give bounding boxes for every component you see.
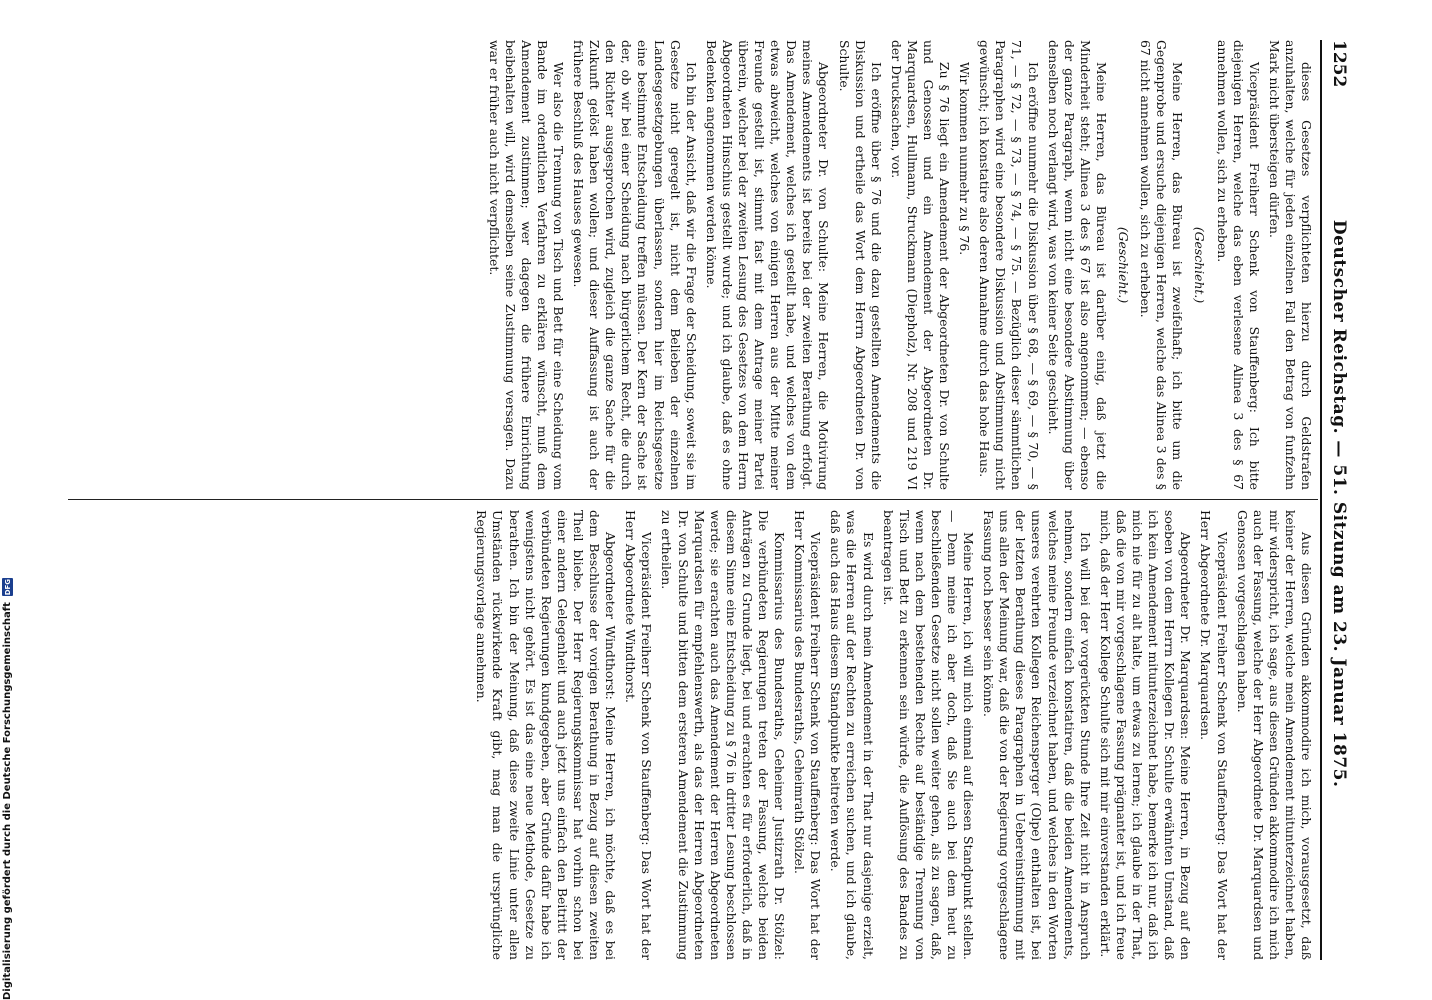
paragraph: (Geschieht.) xyxy=(1192,226,1208,304)
right-column xyxy=(74,510,1314,960)
paragraph: Abgeordneter Windthorst: Meine Herren, ich möchte, daß es bei dem Beschlusse der vorigen Berathung in Bezug auf diesen zweiten Theil bliebe. Der Herr Regierungskommissar hat vorhin schon bei einer andern Gelegenheit und auch jetzt uns einfach den Beitritt der verbündeten Regierungen kundgegeben, aber Gründe dafür habe ich wenigstens nicht gehört. Es ist das eine neue Methode, Gesetze zu berathen. Ich bin der Meinung, daß diese zweite Linie unter allen Umständen rückwirkende Kraft gibt, mag man die ursprüngliche Regierungsvorlage annehmen. xyxy=(474,510,619,960)
paragraph: Aus diesen Gründen akkommodire ich mich, vorausgesetzt, daß keiner der Herren, welche mein Amendement mitunterzeichnet haben, mir widerspricht, ich sage, aus diesen Gründen akkommodire ich mich auch der Fassung, welche der Herr Abgeordnete Dr. Marquardsen und Genossen vorgeschlagen haben. xyxy=(1234,510,1314,960)
paragraph: Meine Herren, das Büreau ist darüber einig, daß jetzt die Minderheit steht; Alinea 3 des § 67 ist also angenommen; — ebenso der ganze Paragraph, wenn nicht eine besondere Abstimmung über denselben noch verlangt wird, was von keiner Seite geschieht. xyxy=(1045,40,1109,490)
paragraph: Meine Herren, ich will mich einmal auf diesen Standpunkt stellen. — Denn meine ich aber doch, daß Sie auch bei dem heut zu beschließenden Gesetze nicht sollen weiter gehen, als zu sagen, daß, wenn nach dem bestehenden Rechte auf beständige Trennung von Tisch und Bett zu erkennen sein würde, die Auflösung des Bandes zu beantragen ist. xyxy=(880,510,977,960)
paragraph: Vicepräsident Freiherr Schenk von Stauffenberg: Ich bitte diejenigen Herren, welche das eben verlesene Alinea 3 des § 67 annehmen wollen, sich zu erheben. xyxy=(1214,40,1262,490)
paragraph: Vicepräsident Freiherr Schenk von Stauffenberg: Das Wort hat der Herr Abgeordnete Dr. Marquardsen. xyxy=(1198,510,1230,960)
page-header xyxy=(1320,40,1356,960)
paragraph: Ich will bei der vorgerückten Stunde Ihre Zeit nicht in Anspruch nehmen, sondern einfach konstatiren, daß die beiden Amendements, welches meine Freunde verzeichnet haben, und welches in den Worten unseres verehrten Kollegen Reichensperger (Olpe) enthalten ist, bei der letzten Berathung dieses Paragraphen in Uebereinstimmung mit uns allen der Meinung war, daß die von der Regierung vorgeschlagene Fassung noch besser sein könne. xyxy=(981,510,1093,960)
paragraph: Abgeordneter Dr. Marquardsen: Meine Herren, in Bezug auf den soeben von dem Herrn Kollegen Dr. Schulte erwähnten Umstand, daß ich kein Amendement mitunterzeichnet habe, bemerke ich nur, daß ich mich nie für zu alt halte, um etwas zu lernen; ich glaube in der That, daß die von mir vorgeschlagene Fassung prägnanter ist, und ich freue mich, daß der Herr Kollege Schulte sich mit mir einverstanden erklärt. xyxy=(1097,510,1194,960)
paragraph: Ich eröffne über § 76 und die dazu gestellten Amendements die Diskussion und ertheile das Wort dem Herrn Abgeordneten Dr. von Schulte. xyxy=(836,40,884,490)
paragraph: Abgeordneter Dr. von Schulte: Meine Herren, die Motivirung meines Amendements ist bereits bei der zweiten Berathung erfolgt. Das Amendement, welches ich gestellt habe, und welches von dem etwas abweicht, welches von einigen Herren aus der Mitte meiner Freunde gestellt ist, stimmt fast mit dem Antrage meiner Partei überein, welcher bei der zweiten Lesung des Gesetzes von dem Herrn Abgeordneten Hinschius gestellt wurde; und ich glaube, daß es ohne Bedenken angenommen werden könne. xyxy=(703,40,832,490)
paragraph: Vicepräsident Freiherr Schenk von Stauffenberg: Das Wort hat der Herr Abgeordnete Windthorst. xyxy=(623,510,655,960)
left-column xyxy=(74,40,1314,490)
paragraph: Wer also die Trennung von Tisch und Bett für eine Scheidung vom Bande im ordentlichen Verfahren zu erklären wünscht, muß dem Amendement zustimmen; wer dagegen die frühere Einrichtung beibehalten will, wird demselben seine Zustimmung versagen. Dazu war er früher auch nicht verpflichtet. xyxy=(486,40,566,490)
paragraph: Zu § 76 liegt ein Amendement der Abgeordneten Dr. von Schulte und Genossen und ein Amendement der Abgeordneten Dr. Marquardsen, Hullmann, Struckmann (Diepholz), Nr. 208 und 219 VI der Drucksachen, vor. xyxy=(888,40,953,490)
paragraph: Wir kommen nunmehr zu § 76. xyxy=(957,62,973,256)
paragraph: Es wird durch mein Amendement in der That nur dasjenige erzielt, was die Herren auf der Rechten zu erreichen suchen, und ich glaube, daß auch das Haus diesem Standpunkte beitreten werde. xyxy=(828,510,876,960)
paragraph: Kommissarius des Bundesraths, Geheimer Justizrath Dr. Stölzel: Die verbündeten Regierungen treten der Fassung, welche beiden Anträgen zu Grunde liegt, bei und erachten es für erforderlich, daß in diesem Sinne eine Entscheidung zu § 76 in dritter Lesung beschlossen werde; sie erachten auch das Amendement der Herren Abgeordneten Marquardsen für empfehlenswerth, als das der Herren Abgeordneten Dr. von Schulte und bitten dem ersteren Amendement die Zustimmung zu ertheilen. xyxy=(659,510,788,960)
paragraph: dieses Gesetzes verpflichteten hierzu durch Geldstrafen anzuhalten, welche für jeden einzelnen Fall den Betrag von funfzehn Mark nicht übersteigen dürfen. xyxy=(1266,40,1314,490)
column-divider xyxy=(68,499,1318,500)
page-title: Deutscher Reichstag. — 51. Sitzung am 23. Januar 1875. xyxy=(1329,219,1349,788)
paragraph: Ich eröffne nunmehr die Diskussion über § 68, — § 69, — § 70, — § 71, — § 72, — § 73, — § 74, — § 75. — Bezüglich dieser sämmtlichen Paragraphen wird eine besondere Diskussion und Abstimmung nicht gewünscht; ich konstatire also deren Annahme durch das hohe Haus. xyxy=(977,40,1041,490)
paragraph: Vicepräsident Freiherr Schenk von Stauffenberg: Das Wort hat der Herr Kommissarius des Bundesraths, Geheimrath Stölzel. xyxy=(792,510,824,960)
footer-text: Digitalisierung gefördert durch die Deutsche Forschungsgemeinschaft xyxy=(2,602,13,1000)
paragraph: (Geschieht.) xyxy=(1116,226,1132,304)
footer-credit xyxy=(2,578,13,1000)
page-number: 1252 xyxy=(1329,40,1349,88)
paragraph: Ich bin der Ansicht, daß wir die Frage der Scheidung, soweit sie im Gesetze nicht geregelt ist, nicht dem Belieben der einzelnen Landesgesetzgebungen überlassen, sondern hier im Reichsgesetze eine bestimmte Entscheidung treffen müssen. Der Kern der Sache ist der, ob wir bei einer Scheidung nach bürgerlichem Recht, die durch den Richter ausgesprochen wird, zugleich die ganze Sache für die Zukunft gelöst haben wollen; und dieser Auffassung ist auch der frühere Beschluß des Hauses gewesen. xyxy=(571,40,699,490)
paragraph: Meine Herren, das Büreau ist zweifelhaft; ich bitte um die Gegenprobe und ersuche diejenigen Herren, welche das Alinea 3 des § 67 nicht annehmen wollen, sich zu erheben. xyxy=(1138,40,1186,490)
dfg-logo-icon: DFG xyxy=(3,578,12,596)
scanned-page xyxy=(62,20,1362,980)
